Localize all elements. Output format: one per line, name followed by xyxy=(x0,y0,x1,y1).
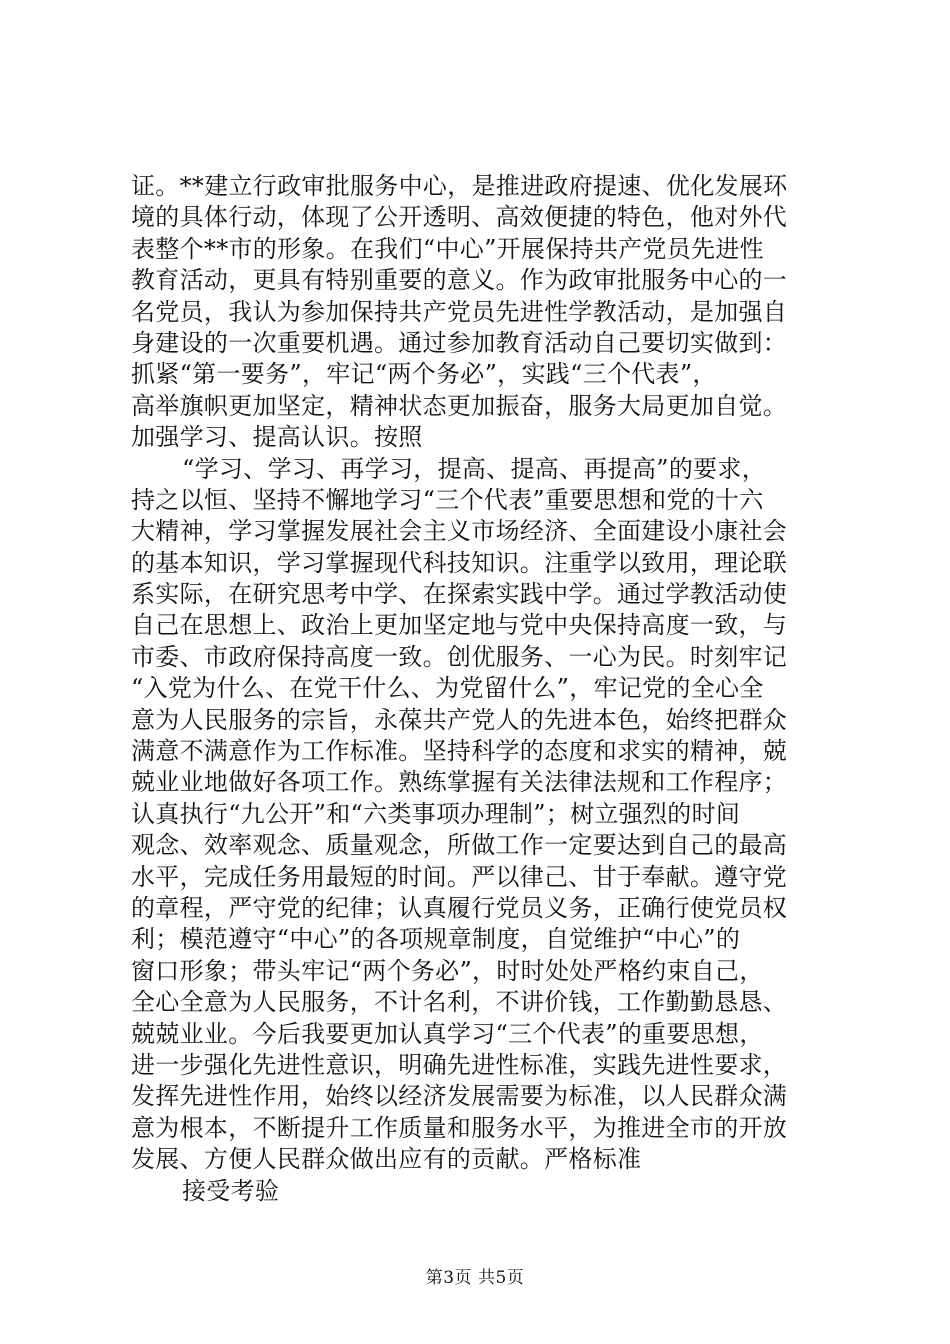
text-line: 发挥先进性作用，始终以经济发展需要为标准，以人民群众满 xyxy=(131,1082,788,1111)
text-line: 意为根本，不断提升工作质量和服务水平，为推进全市的开放 xyxy=(131,1113,788,1142)
text-line: 意为人民服务的宗旨，永葆共产党人的先进本色，始终把群众 xyxy=(131,705,788,734)
page-number-footer: 第3页 共5页 xyxy=(425,1268,525,1288)
text-line: 身建设的一次重要机遇。通过参加教育活动自己要切实做到： xyxy=(131,328,788,357)
text-line: 教育活动，更具有特别重要的意义。作为政审批服务中心的一 xyxy=(131,266,788,295)
text-line: 表整个**市的形象。在我们“中心”开展保持共产党员先进性 xyxy=(131,234,764,263)
body-text xyxy=(131,171,831,1207)
text-line: 大精神，学习掌握发展社会主义市场经济、全面建设小康社会 xyxy=(131,517,788,546)
text-line: 抓紧“第一要务”，牢记“两个务必”，实践“三个代表”， xyxy=(131,360,717,389)
text-line: 境的具体行动，体现了公开透明、高效便捷的特色，他对外代 xyxy=(131,203,788,232)
text-line: 名党员，我认为参加保持共产党员先进性学教活动，是加强自 xyxy=(131,297,788,326)
text-line: 的章程，严守党的纪律；认真履行党员义务，正确行使党员权 xyxy=(131,893,788,922)
text-line: 观念、效率观念、质量观念，所做工作一定要达到自己的最高 xyxy=(131,831,788,860)
text-line: 进一步强化先进性意识，明确先进性标准，实践先进性要求， xyxy=(131,1050,788,1079)
text-line: 认真执行“九公开”和“六类事项办理制”；树立强烈的时间 xyxy=(131,799,741,828)
text-line: 加强学习、提高认识。按照 xyxy=(131,423,423,452)
text-line: 证。**建立行政审批服务中心，是推进政府提速、优化发展环 xyxy=(131,172,788,200)
text-line: “入党为什么、在党干什么、为党留什么”，牢记党的全心全 xyxy=(131,674,764,703)
text-line: “学习、学习、再学习，提高、提高、再提高”的要求， xyxy=(182,454,767,483)
text-line: 系实际，在研究思考中学、在探索实践中学。通过学教活动使 xyxy=(131,580,788,609)
text-line: 兢兢业业。今后我要更加认真学习“三个代表”的重要思想， xyxy=(131,1019,764,1048)
text-line: 兢业业地做好各项工作。熟练掌握有关法律法规和工作程序； xyxy=(131,768,788,797)
text-line: 的基本知识，学习掌握现代科技知识。注重学以致用，理论联 xyxy=(131,548,788,577)
text-line: 高举旗帜更加坚定，精神状态更加振奋，服务大局更加自觉。 xyxy=(131,391,788,420)
text-line: 水平，完成任务用最短的时间。严以律己、甘于奉献。遵守党 xyxy=(131,862,788,891)
text-line: 全心全意为人民服务，不计名利，不讲价钱，工作勤勤恳恳、 xyxy=(131,988,788,1017)
text-line: 发展、方便人民群众做出应有的贡献。严格标准 xyxy=(131,1145,642,1174)
text-line: 持之以恒、坚持不懈地学习“三个代表”重要思想和党的十六 xyxy=(131,485,764,514)
text-line: 满意不满意作为工作标准。坚持科学的态度和求实的精神，兢 xyxy=(131,737,788,766)
text-line: 窗口形象；带头牢记“两个务必”，时时处处严格约束自己， xyxy=(131,956,764,985)
text-line: 利；模范遵守“中心”的各项规章制度，自觉维护“中心”的 xyxy=(131,925,741,954)
text-line: 接受考验 xyxy=(182,1176,280,1205)
text-line: 自己在思想上、政治上更加坚定地与党中央保持高度一致，与 xyxy=(131,611,788,640)
text-line: 市委、市政府保持高度一致。创优服务、一心为民。时刻牢记 xyxy=(131,642,788,671)
